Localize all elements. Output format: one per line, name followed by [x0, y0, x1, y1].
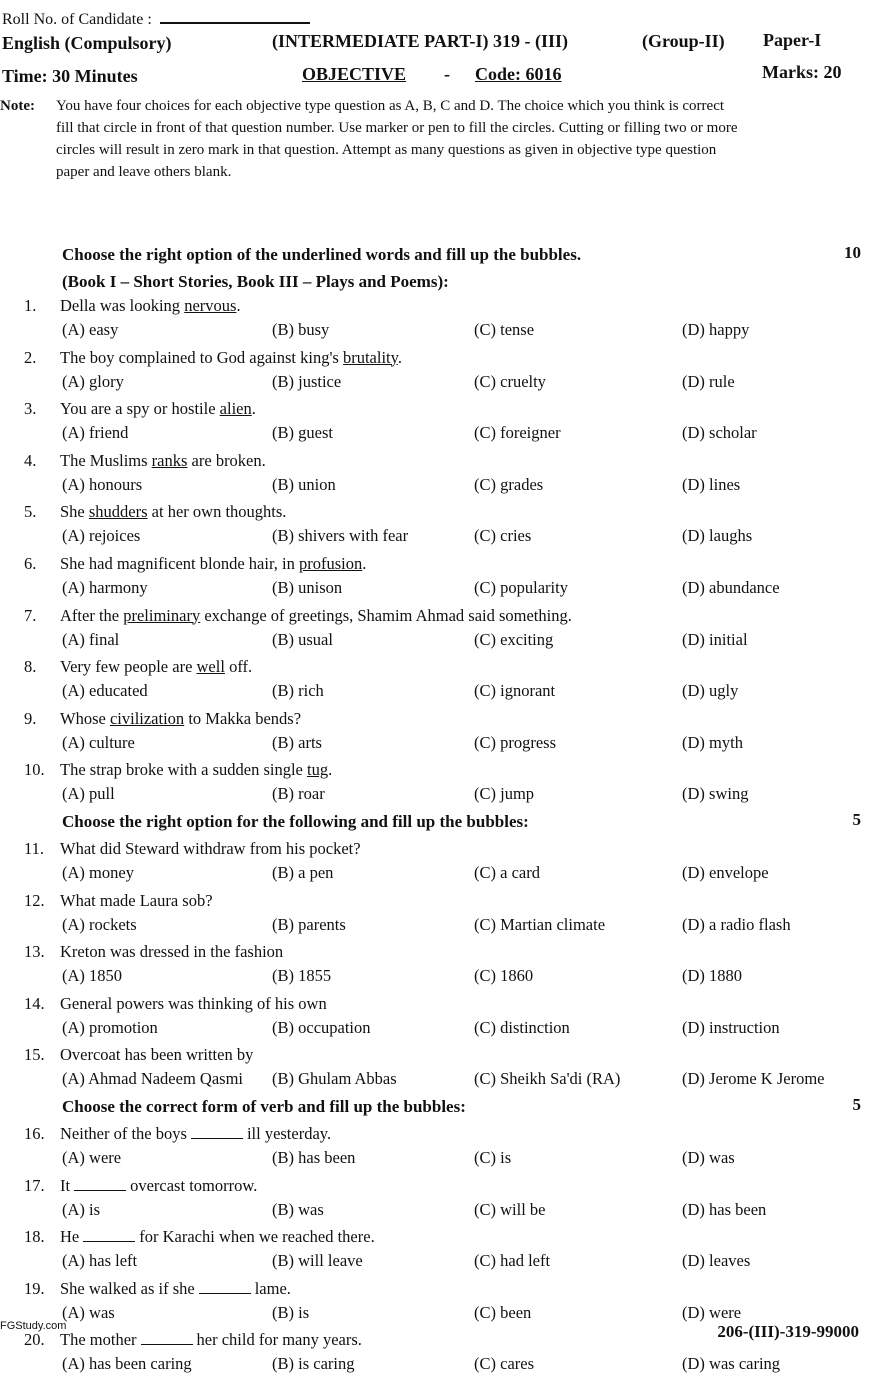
option-d[interactable]: (D) 1880: [682, 966, 743, 986]
question-stem: [60, 994, 327, 1014]
option-c[interactable]: (C) had left: [474, 1251, 551, 1271]
question-text: Whose: [60, 708, 110, 728]
option-a[interactable]: (A) were: [62, 1147, 122, 1167]
underlined-word: brutality: [342, 347, 398, 367]
question: [0, 889, 873, 941]
question-stem: [60, 296, 241, 316]
question-text: .: [362, 553, 367, 573]
question-stem: [60, 1176, 257, 1196]
question: [0, 1277, 873, 1329]
blank-line: [74, 1178, 126, 1191]
question-text: for Karachi when we reached there.: [139, 1227, 375, 1247]
option-a[interactable]: (A) money: [62, 862, 134, 882]
blank-line: [83, 1229, 135, 1242]
option-d[interactable]: (D) was: [682, 1147, 735, 1167]
question-stem: [60, 451, 266, 471]
question-stem: [60, 839, 361, 859]
question-number: 19.: [24, 1278, 45, 1298]
question-number: 13.: [24, 942, 45, 962]
level: (INTERMEDIATE PART-I) 319 - (III): [272, 31, 569, 51]
underlined-word: civilization: [109, 708, 185, 728]
option-c[interactable]: (C) cares: [474, 1354, 535, 1374]
option-c[interactable]: (C) cruelty: [474, 371, 546, 391]
option-d[interactable]: (D) scholar: [682, 423, 757, 443]
question-text: lame.: [254, 1278, 291, 1298]
section-subheading: [0, 270, 873, 294]
question: [0, 1174, 873, 1226]
option-a[interactable]: (A) is: [62, 1199, 101, 1219]
option-d[interactable]: (D) abundance: [682, 577, 780, 597]
question-text: The Muslims: [60, 450, 152, 470]
underlined-word: ranks: [151, 450, 188, 470]
underlined-word: nervous: [184, 296, 237, 315]
question-stem: [60, 348, 402, 368]
question-text: The strap broke with a sudden single: [60, 760, 307, 780]
question: [0, 707, 873, 759]
option-d[interactable]: (D) were: [682, 1302, 742, 1322]
option-c[interactable]: (C) is: [474, 1147, 512, 1167]
question-text: It: [60, 1175, 71, 1195]
paper-code: Code: 6016: [475, 64, 562, 84]
option-d[interactable]: (D) happy: [682, 320, 750, 339]
question: [0, 837, 873, 889]
option-b[interactable]: (B) shivers with fear: [272, 526, 409, 546]
option-d[interactable]: (D) leaves: [682, 1251, 751, 1271]
question: [0, 449, 873, 501]
question-stem: [60, 1227, 375, 1247]
question-number: 5.: [24, 502, 37, 522]
question: [0, 1225, 873, 1277]
option-b[interactable]: (B) justice: [272, 371, 342, 391]
question-text: What did Steward withdraw from his pocket?: [60, 838, 361, 858]
option-a[interactable]: (A) rejoices: [62, 526, 141, 546]
option-c[interactable]: (C) popularity: [474, 577, 568, 597]
note-line: You have four choices for each objective type question as A, B, C and D. The choice which you think is correct: [56, 98, 725, 114]
note-label: Note:: [0, 98, 35, 114]
question-stem: [60, 760, 332, 780]
option-c[interactable]: (C) exciting: [474, 629, 554, 649]
question: [0, 294, 873, 346]
question-text: General powers was thinking of his own: [60, 993, 327, 1013]
option-b[interactable]: (B) parents: [272, 914, 346, 934]
marks: Marks: 20: [762, 62, 842, 82]
option-d[interactable]: (D) swing: [682, 784, 749, 804]
question-number: 11.: [24, 838, 45, 858]
question: [0, 604, 873, 656]
question-stem: [60, 1330, 362, 1350]
option-c[interactable]: (C) cries: [474, 526, 532, 546]
question-stem: [60, 709, 301, 729]
option-b[interactable]: (B) has been: [272, 1147, 356, 1167]
question: [0, 940, 873, 992]
option-a[interactable]: (A) culture: [62, 732, 135, 752]
section-heading: [0, 1095, 873, 1122]
question-stem: [60, 1045, 253, 1065]
option-b[interactable]: (B) a pen: [272, 862, 334, 882]
question-text: are broken.: [187, 450, 266, 470]
subject: English (Compulsory): [2, 33, 172, 53]
note-line: circles will result in zero mark in that question. Attempt as many questions as given in objective type question: [56, 142, 717, 158]
option-b[interactable]: (B) was: [272, 1199, 324, 1219]
question: [0, 992, 873, 1044]
option-c[interactable]: (C) tense: [474, 320, 535, 339]
question-number: 18.: [24, 1227, 45, 1247]
option-c[interactable]: (C) foreigner: [474, 423, 561, 443]
section-marks: 5: [852, 1094, 861, 1114]
option-c[interactable]: (C) Sheikh Sa'di (RA): [474, 1069, 621, 1089]
option-b[interactable]: (B) rich: [272, 681, 324, 701]
question-text: at her own thoughts.: [147, 502, 287, 522]
option-a[interactable]: (A) educated: [62, 681, 148, 701]
option-d[interactable]: (D) initial: [682, 629, 748, 649]
question-stem: [60, 942, 283, 962]
question-text: She: [60, 502, 89, 522]
option-a[interactable]: (A) honours: [62, 474, 143, 494]
option-d[interactable]: (D) myth: [682, 732, 743, 752]
section-heading: [0, 243, 873, 270]
question-stem: [60, 1279, 291, 1299]
question-text: Overcoat has been written by: [60, 1045, 254, 1065]
option-b[interactable]: (B) is caring: [272, 1354, 355, 1374]
option-d[interactable]: (D) lines: [682, 474, 741, 494]
question-text: overcast tomorrow.: [130, 1175, 258, 1195]
roll-number-line[interactable]: [160, 8, 310, 24]
option-a[interactable]: (A) Ahmad Nadeem Qasmi: [62, 1069, 243, 1089]
question-number: 4.: [24, 450, 37, 470]
option-d[interactable]: (D) rule: [682, 371, 735, 391]
option-c[interactable]: (C) jump: [474, 784, 535, 804]
question: [0, 500, 873, 552]
question-text: her child for many years.: [196, 1330, 362, 1350]
option-b[interactable]: (B) union: [272, 474, 336, 494]
question: [0, 1122, 873, 1174]
underlined-word: tug: [306, 760, 329, 780]
question-text: Della was looking: [60, 296, 185, 315]
question: [0, 758, 873, 810]
question-number: 14.: [24, 993, 45, 1013]
blank-line: [199, 1281, 251, 1294]
option-a[interactable]: (A) glory: [62, 371, 124, 391]
option-a[interactable]: (A) pull: [62, 784, 115, 804]
section-marks: 5: [852, 809, 861, 829]
underlined-word: alien: [219, 399, 252, 419]
option-d[interactable]: (D) Jerome K Jerome: [682, 1069, 825, 1089]
option-c[interactable]: (C) will be: [474, 1199, 546, 1219]
question-text: .: [397, 347, 402, 367]
question-number: 9.: [24, 708, 37, 728]
paper: Paper-I: [763, 30, 822, 50]
option-a[interactable]: (A) easy: [62, 320, 119, 339]
question-number: 20.: [24, 1330, 45, 1350]
option-d[interactable]: (D) envelope: [682, 862, 769, 882]
time: Time: 30 Minutes: [2, 66, 138, 86]
question-text: Kreton was dressed in the fashion: [60, 942, 284, 962]
question-text: She had magnificent blonde hair, in: [60, 553, 299, 573]
option-c[interactable]: (C) ignorant: [474, 681, 556, 701]
question-text: The boy complained to God against king's: [60, 347, 343, 367]
question: [0, 346, 873, 398]
question-text: .: [328, 760, 333, 780]
question-text: After the: [60, 605, 124, 625]
section-heading: [0, 810, 873, 837]
question-text: to Makka bends?: [184, 708, 302, 728]
option-d[interactable]: (D) was caring: [682, 1354, 781, 1374]
option-a[interactable]: (A) has left: [62, 1251, 138, 1271]
option-b[interactable]: (B) busy: [272, 320, 330, 339]
option-b[interactable]: (B) usual: [272, 629, 333, 649]
option-c[interactable]: (C) a card: [474, 862, 540, 882]
underlined-word: preliminary: [123, 605, 201, 625]
option-c[interactable]: (C) distinction: [474, 1017, 570, 1037]
question-stem: [60, 554, 366, 574]
question: [0, 655, 873, 707]
dash: -: [444, 64, 450, 84]
question-number: 16.: [24, 1123, 45, 1143]
roll-number-field[interactable]: [2, 8, 310, 29]
question-number: 12.: [24, 890, 45, 910]
option-a[interactable]: (A) has been caring: [62, 1354, 192, 1374]
option-c[interactable]: (C) been: [474, 1302, 532, 1322]
question-text: ill yesterday.: [246, 1123, 332, 1143]
section-subtitle: (Book I – Short Stories, Book III – Plays and Poems):: [62, 272, 449, 291]
option-d[interactable]: (D) ugly: [682, 681, 739, 701]
option-b[interactable]: (B) unison: [272, 577, 343, 597]
question-stem: [60, 606, 572, 626]
question-stem: [60, 891, 213, 911]
underlined-word: well: [196, 657, 225, 677]
section-title: Choose the correct form of verb and fill up the bubbles:: [62, 1096, 466, 1116]
question-text: The mother: [60, 1330, 137, 1350]
option-c[interactable]: (C) Martian climate: [474, 914, 606, 934]
question-text: off.: [224, 657, 253, 677]
question: [0, 552, 873, 604]
question-text: exchange of greetings, Shamim Ahmad said something.: [200, 605, 572, 625]
question-stem: [60, 502, 286, 522]
option-b[interactable]: (B) is: [272, 1302, 310, 1322]
question-text: He: [60, 1227, 80, 1247]
option-b[interactable]: (B) occupation: [272, 1017, 371, 1037]
option-d[interactable]: (D) instruction: [682, 1017, 780, 1037]
option-b[interactable]: (B) guest: [272, 423, 333, 443]
option-d[interactable]: (D) has been: [682, 1199, 767, 1219]
blank-line: [191, 1126, 243, 1139]
option-c[interactable]: (C) 1860: [474, 966, 534, 986]
question-text: She walked as if she: [60, 1278, 195, 1298]
option-d[interactable]: (D) laughs: [682, 526, 753, 546]
underlined-word: shudders: [88, 502, 148, 522]
group: (Group-II): [642, 31, 725, 51]
option-a[interactable]: (A) final: [62, 629, 120, 649]
question-number: 15.: [24, 1045, 45, 1065]
question-number: 8.: [24, 657, 37, 677]
question: [0, 397, 873, 449]
question-stem: [60, 1124, 331, 1144]
question-stem: [60, 399, 256, 419]
underlined-word: profusion: [298, 553, 363, 573]
blank-line: [141, 1332, 193, 1345]
option-c[interactable]: (C) progress: [474, 732, 557, 752]
question-stem: [60, 657, 252, 677]
note-line: fill that circle in front of that question number. Use marker or pen to fill the circles. Cutting or filling two or more: [56, 120, 738, 136]
question-text: Very few people are: [60, 657, 197, 677]
site-watermark: FGStudy.com: [0, 1320, 67, 1332]
option-a[interactable]: (A) harmony: [62, 577, 148, 597]
option-b[interactable]: (B) will leave: [272, 1251, 363, 1271]
question-text: What made Laura sob?: [60, 890, 213, 910]
question-text: .: [236, 296, 241, 315]
option-a[interactable]: (A) rockets: [62, 914, 137, 934]
section-title: Choose the right option for the following and fill up the bubbles:: [62, 811, 529, 831]
question-number: 17.: [24, 1175, 45, 1195]
note-line: paper and leave others blank.: [56, 164, 232, 180]
option-b[interactable]: (B) arts: [272, 732, 322, 752]
section-marks: 10: [844, 243, 861, 262]
question-number: 3.: [24, 399, 37, 419]
option-d[interactable]: (D) a radio flash: [682, 914, 791, 934]
question-number: 2.: [24, 347, 37, 367]
option-a[interactable]: (A) was: [62, 1302, 115, 1322]
question-text: You are a spy or hostile: [60, 399, 220, 419]
section-title: Choose the right option of the underlined words and fill up the bubbles.: [62, 245, 582, 264]
question-number: 1.: [24, 296, 37, 315]
roll-label: Roll No. of Candidate :: [2, 11, 152, 28]
option-a[interactable]: (A) friend: [62, 423, 129, 443]
option-a[interactable]: (A) 1850: [62, 966, 123, 986]
option-b[interactable]: (B) Ghulam Abbas: [272, 1069, 397, 1089]
question-text: .: [251, 399, 256, 419]
question-number: 7.: [24, 605, 37, 625]
option-c[interactable]: (C) grades: [474, 474, 544, 494]
question: [0, 1043, 873, 1095]
questions: [0, 243, 873, 1380]
question-number: 6.: [24, 553, 37, 573]
option-b[interactable]: (B) roar: [272, 784, 325, 804]
question-number: 10.: [24, 760, 45, 780]
option-b[interactable]: (B) 1855: [272, 966, 332, 986]
question-text: Neither of the boys: [60, 1123, 187, 1143]
footer-code: 206-(III)-319-99000: [717, 1322, 859, 1341]
paper-type: OBJECTIVE: [302, 64, 407, 84]
option-a[interactable]: (A) promotion: [62, 1017, 158, 1037]
